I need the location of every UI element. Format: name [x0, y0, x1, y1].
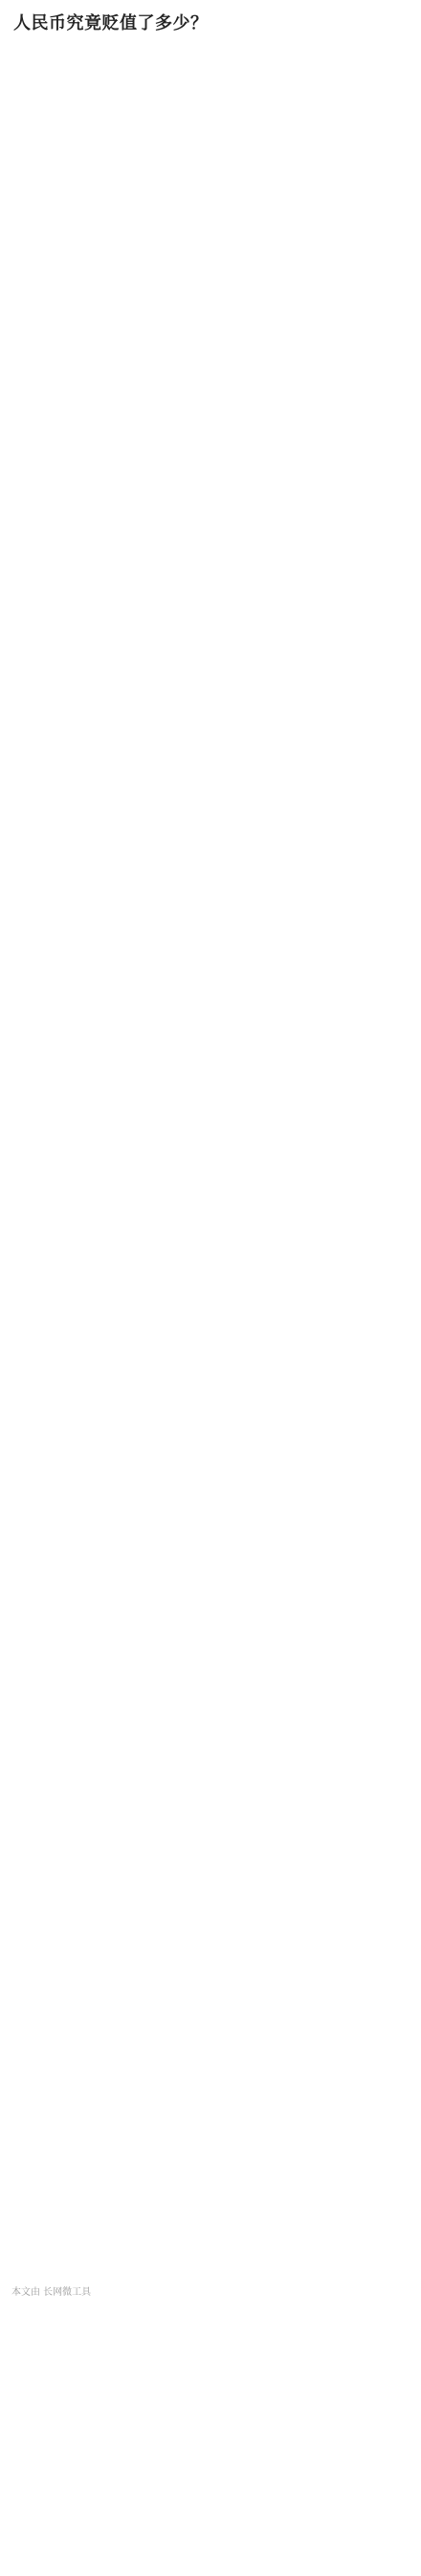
article-body — [11, 52, 410, 2576]
paragraph-4 — [11, 557, 410, 725]
paragraph-9 — [11, 1608, 410, 1735]
paragraph-5 — [11, 746, 410, 872]
paragraph-8 — [11, 1419, 410, 1587]
footer — [11, 2281, 410, 2300]
paragraph-7 — [11, 1251, 410, 1398]
paragraph-11 — [11, 1945, 410, 2092]
paragraph-13 — [11, 2303, 410, 2429]
paragraph-10 — [11, 1756, 410, 1924]
article-title: 人民币究竟贬值了多少？ — [13, 13, 209, 33]
paragraph-14 — [11, 2450, 410, 2576]
paragraph-12 — [11, 2113, 410, 2281]
footer-label: 本文由 长网微工具 — [11, 2286, 92, 2298]
paragraph-3 — [11, 325, 410, 535]
paragraph-2 — [11, 178, 410, 304]
paragraph-6 — [11, 893, 410, 1230]
paragraph-1 — [11, 52, 410, 157]
